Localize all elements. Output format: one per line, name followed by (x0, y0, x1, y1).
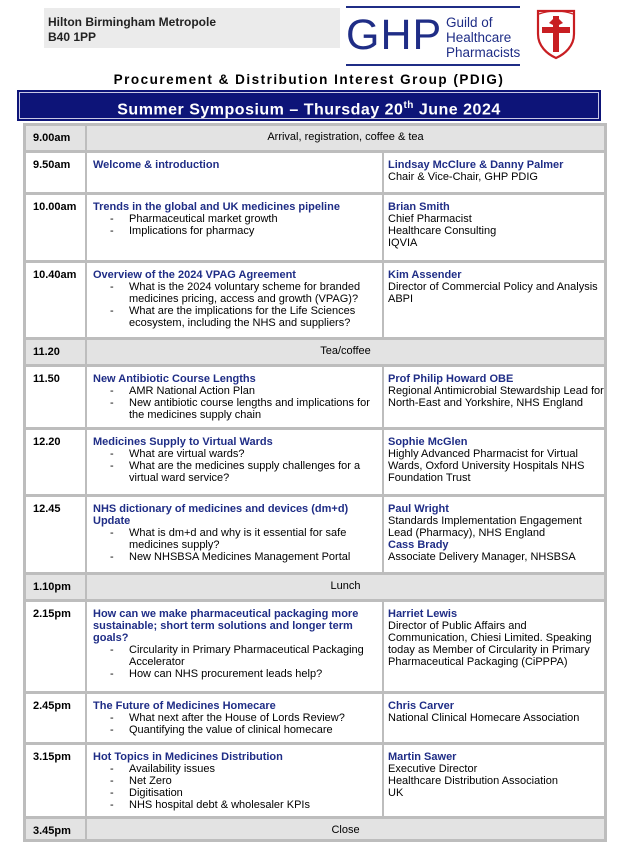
break-label: Close (87, 819, 604, 839)
agenda-row-break (23, 572, 607, 599)
session-title: Welcome & introduction (93, 159, 220, 171)
agenda-row (23, 494, 607, 572)
speaker-name: Martin Sawer (388, 751, 457, 763)
session-time: 10.00am (26, 195, 85, 260)
session-bullet: - Implications for pharmacy (93, 225, 382, 237)
session-time: 2.45pm (26, 694, 85, 742)
speaker-name: Sophie McGlen (388, 436, 468, 448)
speaker-cell (384, 153, 604, 192)
logo-line-1: Guild of (446, 15, 493, 30)
session-content (87, 263, 382, 337)
ghp-logo (346, 6, 520, 66)
session-time: 10.40am (26, 263, 85, 337)
session-time: 2.15pm (26, 602, 85, 691)
agenda-row (23, 364, 607, 427)
speaker-name: Kim Assender (388, 269, 462, 281)
agenda-row-break (23, 816, 607, 842)
venue-postcode: B40 1PP (48, 30, 97, 44)
session-time: 3.15pm (26, 745, 85, 816)
session-content (87, 153, 382, 192)
session-time: 11.20 (26, 340, 85, 364)
session-time: 12.20 (26, 430, 85, 494)
speaker-name: Chris Carver (388, 700, 455, 712)
session-content (87, 694, 382, 742)
speaker-role: Chair & Vice-Chair, GHP PDIG (388, 171, 538, 183)
session-bullet: - How can NHS procurement leads help? (93, 668, 382, 680)
session-content (87, 602, 382, 691)
speaker-cell (384, 497, 604, 572)
session-bullet: - What is dm+d and why is it essential for safe medicines supply? (93, 527, 382, 551)
session-time: 12.45 (26, 497, 85, 572)
speaker-cell (384, 745, 604, 816)
logo-line-2: Healthcare (446, 30, 512, 45)
session-title: How can we make pharmaceutical packaging more sustainable; short term solutions and longer term goals? (93, 608, 359, 644)
agenda-row (23, 742, 607, 816)
session-content (87, 367, 382, 427)
speaker-role: Director of Commercial Policy and Analysis ABPI (388, 281, 598, 305)
session-title: Medicines Supply to Virtual Wards (93, 436, 273, 448)
banner-ordinal: th (403, 100, 414, 111)
session-bullet: - Net Zero (93, 775, 382, 787)
session-bullet: - AMR National Action Plan (93, 385, 382, 397)
speaker-name: Cass Brady (388, 539, 449, 551)
agenda-row (23, 260, 607, 337)
session-content (87, 497, 382, 572)
speaker-cell (384, 602, 604, 691)
session-bullet: - Pharmaceutical market growth (93, 213, 382, 225)
session-bullet: - NHS hospital debt & wholesaler KPIs (93, 799, 382, 811)
agenda-table (23, 123, 607, 842)
interest-group-title: Procurement & Distribution Interest Group (PDIG) (113, 72, 505, 87)
agenda-row (23, 691, 607, 742)
speaker-name: Brian Smith (388, 201, 450, 213)
speaker-cell (384, 694, 604, 742)
speaker-role: National Clinical Homecare Association (388, 712, 580, 724)
break-label: Arrival, registration, coffee & tea (87, 126, 604, 150)
session-time: 9.50am (26, 153, 85, 192)
session-time: 3.45pm (26, 819, 85, 839)
logo-line-3: Pharmacists (446, 45, 521, 60)
session-bullet: - Availability issues (93, 763, 382, 775)
speaker-role: Chief Pharmacist Healthcare Consulting IQVIA (388, 213, 497, 249)
session-bullet: - What is the 2024 voluntary scheme for branded medicines pricing, access and growth (VPAG)? (93, 281, 382, 305)
session-bullet: - What next after the House of Lords Review? (93, 712, 382, 724)
banner-text: Summer Symposium – Thursday 20 (117, 101, 404, 119)
speaker-role: Director of Public Affairs and Communication, Chiesi Limited. Speaking today as Member of Circularity in Primary Pharmaceutical Packaging (CiPPPA) (388, 620, 592, 668)
session-title: Hot Topics in Medicines Distribution (93, 751, 283, 763)
speaker-role: Highly Advanced Pharmacist for Virtual Wards, Oxford University Hospitals NHS Foundation Trust (388, 448, 585, 484)
session-bullet: - Quantifying the value of clinical homecare (93, 724, 382, 736)
speaker-cell (384, 195, 604, 260)
session-time: 11.50 (26, 367, 85, 427)
agenda-row-break (23, 337, 607, 364)
break-label: Lunch (87, 575, 604, 599)
agenda-row (23, 599, 607, 691)
session-title: Trends in the global and UK medicines pipeline (93, 201, 340, 213)
speaker-name: Harriet Lewis (388, 608, 458, 620)
agenda-row-break (23, 123, 607, 150)
session-title: The Future of Medicines Homecare (93, 700, 276, 712)
session-title: Overview of the 2024 VPAG Agreement (93, 269, 296, 281)
session-content (87, 745, 382, 816)
session-content (87, 430, 382, 494)
speaker-name: Lindsay McClure & Danny Palmer (388, 159, 564, 171)
session-title: NHS dictionary of medicines and devices (dm+d) Update (93, 503, 349, 527)
session-bullet: - What are the implications for the Life Sciences ecosystem, including the NHS and suppliers? (93, 305, 382, 329)
speaker-cell (384, 367, 604, 427)
speaker-role: Executive Director Healthcare Distribution Association UK (388, 763, 558, 799)
session-time: 9.00am (26, 126, 85, 150)
break-label: Tea/coffee (87, 340, 604, 364)
symposium-banner (17, 90, 601, 121)
agenda-row (23, 427, 607, 494)
banner-text-end: June 2024 (413, 101, 501, 119)
venue-name: Hilton Birmingham Metropole (48, 15, 216, 29)
speaker-name: Paul Wright (388, 503, 449, 515)
session-bullet: - What are the medicines supply challenges for a virtual ward service? (93, 460, 382, 484)
session-bullet: - What are virtual wards? (93, 448, 382, 460)
speaker-role: Standards Implementation Engagement Lead (Pharmacy), NHS England (388, 515, 582, 539)
agenda-row (23, 150, 607, 192)
session-bullet: - New antibiotic course lengths and implications for the medicines supply chain (93, 397, 382, 421)
session-content (87, 195, 382, 260)
logo-acronym: GHP (346, 11, 443, 59)
session-bullet: - Digitisation (93, 787, 382, 799)
crest-shield-icon (535, 8, 577, 60)
session-bullet: - New NHSBSA Medicines Management Portal (93, 551, 382, 563)
speaker-cell (384, 263, 604, 337)
session-time: 1.10pm (26, 575, 85, 599)
session-title: New Antibiotic Course Lengths (93, 373, 256, 385)
speaker-role: Regional Antimicrobial Stewardship Lead for North-East and Yorkshire, NHS England (388, 385, 604, 409)
speaker-cell (384, 430, 604, 494)
speaker-name: Prof Philip Howard OBE (388, 373, 514, 385)
venue-address (44, 8, 340, 48)
session-bullet: - Circularity in Primary Pharmaceutical Packaging Accelerator (93, 644, 382, 668)
speaker-role: Associate Delivery Manager, NHSBSA (388, 551, 576, 563)
agenda-row (23, 192, 607, 260)
logo-name (446, 15, 520, 60)
